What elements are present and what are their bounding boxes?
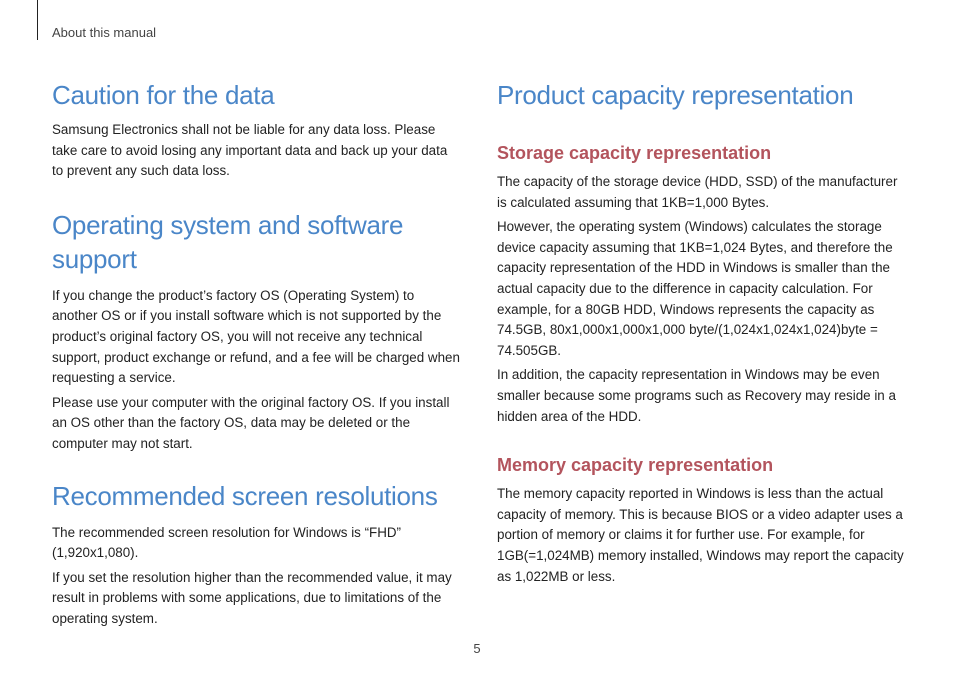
page-number: 5 xyxy=(473,641,481,656)
memory-paragraph: The memory capacity reported in Windows is less than the actual capacity of memory. This is because BIOS or a video adapter uses a portion of memory or claims it for further use. For example, for 1GB(=1,024MB) memory installed, Windows may report the capacity as 1,022MB or less. xyxy=(497,486,904,584)
capacity-heading: Product capacity representation xyxy=(497,80,854,110)
os-support-paragraph-1: If you change the product’s factory OS (Operating System) to another OS or if you install software which is not supported by the product’s original factory OS, you will not receive any technical support, product exchange or refund, and a fee will be charged when requesting a service. xyxy=(52,287,460,386)
os-support-paragraph-2: Please use your computer with the original factory OS. If you install an OS other than the factory OS, data may be deleted or the computer may not start. xyxy=(52,394,450,451)
storage-paragraph-1: The capacity of the storage device (HDD, SSD) of the manufacturer is calculated assuming that 1KB=1,000 Bytes. xyxy=(497,174,898,210)
left-column xyxy=(52,78,460,630)
resolution-heading: Recommended screen resolutions xyxy=(52,480,438,511)
os-support-heading: Operating system and software support xyxy=(52,209,404,274)
caution-paragraph: Samsung Electronics shall not be liable for any data loss. Please take care to avoid losing any important data and back up your data to prevent any such data loss. xyxy=(52,122,448,179)
header-rule xyxy=(37,0,38,40)
caution-heading: Caution for the data xyxy=(52,80,275,110)
section-header: About this manual xyxy=(52,25,157,40)
storage-paragraph-2: However, the operating system (Windows) calculates the storage device capacity assuming that 1KB=1,024 Bytes, and therefore the capacity representation of the HDD in Windows is smaller than the actual capacity due to the difference in capacity calculation. For example, for a 80GB HDD, Windows represents the capacity as 74.5GB, 80x1,000x1,000x1,000 byte/(1,024x1,024x1,024)byte = 74.505GB. xyxy=(497,219,893,358)
storage-subheading: Storage capacity representation xyxy=(497,143,772,163)
memory-subheading: Memory capacity representation xyxy=(497,455,774,476)
resolution-paragraph-2: If you set the resolution higher than the recommended value, it may result in problems with some applications, due to limitations of the operating system. xyxy=(52,569,452,626)
resolution-paragraph-1: The recommended screen resolution for Windows is “FHD” (1,920x1,080). xyxy=(52,524,402,561)
right-column xyxy=(497,78,905,587)
storage-paragraph-3: In addition, the capacity representation in Windows may be even smaller because some programs such as Recovery may reside in a hidden area of the HDD. xyxy=(497,367,896,424)
